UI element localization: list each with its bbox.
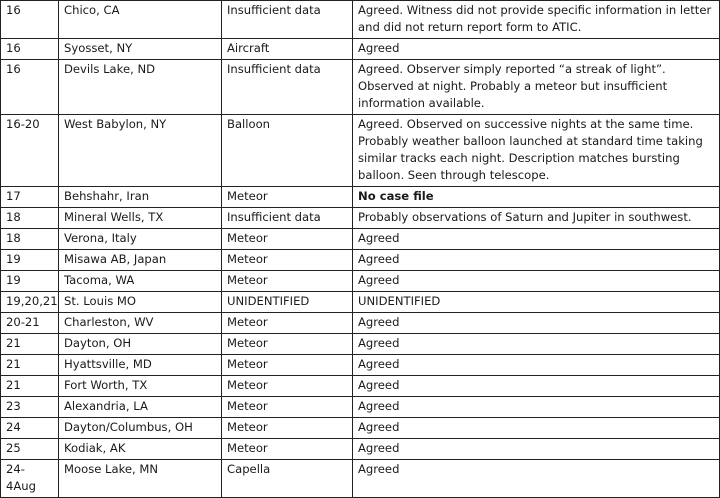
location-cell: Chico, CA bbox=[59, 1, 222, 39]
table-row bbox=[1, 418, 720, 439]
evaluation-cell: Agreed bbox=[353, 313, 720, 334]
evaluation-cell: Agreed bbox=[353, 250, 720, 271]
date-cell: 25 bbox=[1, 439, 59, 460]
evaluation-cell: Agreed bbox=[353, 460, 720, 498]
table-row bbox=[1, 355, 720, 376]
evaluation-cell: UNIDENTIFIED bbox=[353, 292, 720, 313]
observation-cell: Meteor bbox=[222, 355, 353, 376]
observation-cell: Insufficient data bbox=[222, 1, 353, 39]
observation-cell: Meteor bbox=[222, 397, 353, 418]
location-cell: Behshahr, Iran bbox=[59, 187, 222, 208]
observation-cell: Balloon bbox=[222, 115, 353, 187]
evaluation-cell: Probably observations of Saturn and Jupiter in southwest. bbox=[353, 208, 720, 229]
evaluation-cell: Agreed bbox=[353, 39, 720, 60]
evaluation-cell: Agreed bbox=[353, 271, 720, 292]
table-row bbox=[1, 39, 720, 60]
observation-cell: Capella bbox=[222, 460, 353, 498]
location-cell: Charleston, WV bbox=[59, 313, 222, 334]
evaluation-cell: Agreed. Observed on successive nights at the same time. Probably weather balloon launched at standard time taking similar tracks each night. Description matches bursting balloon. Seen through telescope. bbox=[353, 115, 720, 187]
observation-cell: Aircraft bbox=[222, 39, 353, 60]
observation-cell: Meteor bbox=[222, 271, 353, 292]
table-row bbox=[1, 229, 720, 250]
evaluation-cell: Agreed bbox=[353, 418, 720, 439]
evaluation-cell: No case file bbox=[353, 187, 720, 208]
table-row bbox=[1, 271, 720, 292]
date-cell: 16 bbox=[1, 1, 59, 39]
observation-cell: Meteor bbox=[222, 187, 353, 208]
observation-cell: Meteor bbox=[222, 313, 353, 334]
date-cell: 19 bbox=[1, 250, 59, 271]
evaluation-cell: Agreed bbox=[353, 355, 720, 376]
location-cell: Tacoma, WA bbox=[59, 271, 222, 292]
date-cell: 16 bbox=[1, 60, 59, 115]
date-cell: 18 bbox=[1, 229, 59, 250]
sightings-table-body bbox=[1, 1, 720, 498]
table-row bbox=[1, 250, 720, 271]
observation-cell: Meteor bbox=[222, 376, 353, 397]
observation-cell: UNIDENTIFIED bbox=[222, 292, 353, 313]
table-row bbox=[1, 376, 720, 397]
date-cell: 19 bbox=[1, 271, 59, 292]
table-row bbox=[1, 60, 720, 115]
date-cell: 21 bbox=[1, 376, 59, 397]
evaluation-cell: Agreed. Witness did not provide specific information in letter and did not return report form to ATIC. bbox=[353, 1, 720, 39]
date-cell: 21 bbox=[1, 334, 59, 355]
evaluation-cell: Agreed. Observer simply reported “a streak of light”. Observed at night. Probably a meteor but insufficient information available. bbox=[353, 60, 720, 115]
location-cell: Dayton, OH bbox=[59, 334, 222, 355]
location-cell: St. Louis MO bbox=[59, 292, 222, 313]
table-row bbox=[1, 187, 720, 208]
table-row bbox=[1, 115, 720, 187]
table-row bbox=[1, 460, 720, 498]
location-cell: Kodiak, AK bbox=[59, 439, 222, 460]
location-cell: Devils Lake, ND bbox=[59, 60, 222, 115]
location-cell: Fort Worth, TX bbox=[59, 376, 222, 397]
location-cell: Misawa AB, Japan bbox=[59, 250, 222, 271]
date-cell: 20-21 bbox=[1, 313, 59, 334]
date-cell: 17 bbox=[1, 187, 59, 208]
observation-cell: Meteor bbox=[222, 418, 353, 439]
observation-cell: Meteor bbox=[222, 229, 353, 250]
observation-cell: Meteor bbox=[222, 334, 353, 355]
observation-cell: Meteor bbox=[222, 439, 353, 460]
table-row bbox=[1, 439, 720, 460]
table-row bbox=[1, 208, 720, 229]
evaluation-cell: Agreed bbox=[353, 397, 720, 418]
evaluation-cell: Agreed bbox=[353, 334, 720, 355]
date-cell: 16-20 bbox=[1, 115, 59, 187]
evaluation-cell: Agreed bbox=[353, 229, 720, 250]
date-cell: 19,20,21 bbox=[1, 292, 59, 313]
date-cell: 24-4Aug bbox=[1, 460, 59, 498]
observation-cell: Meteor bbox=[222, 250, 353, 271]
date-cell: 24 bbox=[1, 418, 59, 439]
location-cell: Verona, Italy bbox=[59, 229, 222, 250]
table-row bbox=[1, 334, 720, 355]
location-cell: West Babylon, NY bbox=[59, 115, 222, 187]
table-row bbox=[1, 292, 720, 313]
observation-cell: Insufficient data bbox=[222, 60, 353, 115]
date-cell: 16 bbox=[1, 39, 59, 60]
location-cell: Alexandria, LA bbox=[59, 397, 222, 418]
location-cell: Moose Lake, MN bbox=[59, 460, 222, 498]
location-cell: Mineral Wells, TX bbox=[59, 208, 222, 229]
table-row bbox=[1, 313, 720, 334]
location-cell: Syosset, NY bbox=[59, 39, 222, 60]
date-cell: 23 bbox=[1, 397, 59, 418]
evaluation-cell: Agreed bbox=[353, 376, 720, 397]
table-row bbox=[1, 397, 720, 418]
location-cell: Hyattsville, MD bbox=[59, 355, 222, 376]
evaluation-cell: Agreed bbox=[353, 439, 720, 460]
observation-cell: Insufficient data bbox=[222, 208, 353, 229]
date-cell: 21 bbox=[1, 355, 59, 376]
date-cell: 18 bbox=[1, 208, 59, 229]
table-row bbox=[1, 1, 720, 39]
location-cell: Dayton/Columbus, OH bbox=[59, 418, 222, 439]
